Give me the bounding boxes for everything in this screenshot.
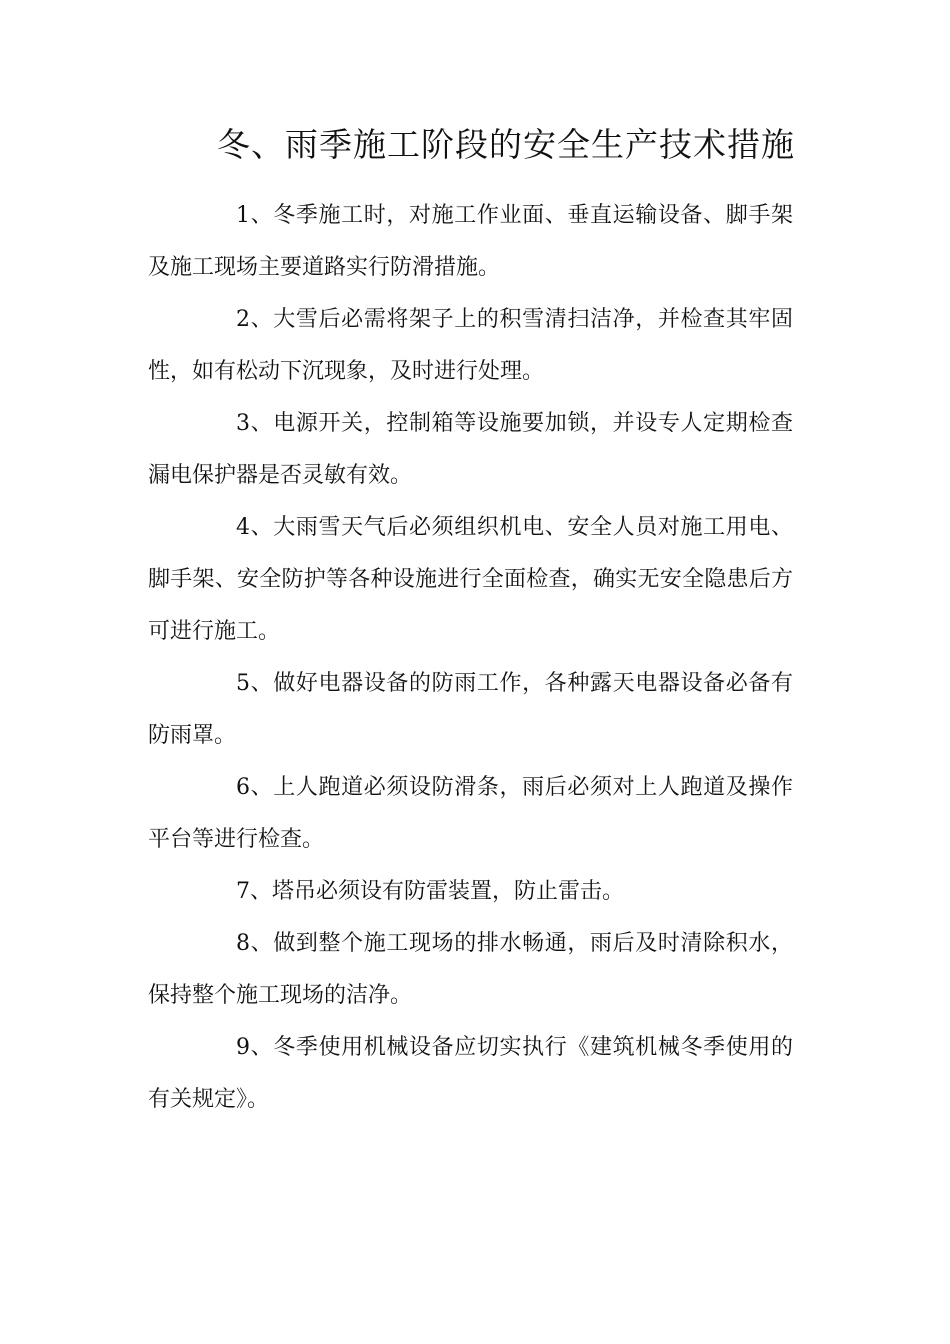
measure-item-8: 8、做到整个施工现场的排水畅通，雨后及时清除积水，保持整个施工现场的洁净。 [148, 931, 793, 1008]
measure-item-5: 5、做好电器设备的防雨工作，各种露天电器设备必备有防雨罩。 [148, 671, 793, 748]
measure-item-2: 2、大雪后必需将架子上的积雪清扫洁净，并检查其牢固性，如有松动下沉现象，及时进行处理。 [148, 307, 793, 384]
document-body [148, 190, 793, 1126]
measure-item-9: 9、冬季使用机械设备应切实执行《建筑机械冬季使用的有关规定》。 [148, 1035, 793, 1112]
measure-item-7: 7、塔吊必须设有防雷装置，防止雷击。 [236, 879, 624, 904]
document-title: 冬、雨季施工阶段的安全生产技术措施 [217, 125, 795, 164]
measure-item-6: 6、上人跑道必须设防滑条，雨后必须对上人跑道及操作平台等进行检查。 [148, 775, 793, 852]
measure-item-1: 1、冬季施工时，对施工作业面、垂直运输设备、脚手架及施工现场主要道路实行防滑措施。 [148, 203, 793, 280]
measure-item-3: 3、电源开关，控制箱等设施要加锁，并设专人定期检查漏电保护器是否灵敏有效。 [148, 411, 793, 488]
measure-item-4: 4、大雨雪天气后必须组织机电、安全人员对施工用电、脚手架、安全防护等各种设施进行全面检查，确实无安全隐患后方可进行施工。 [148, 515, 793, 644]
